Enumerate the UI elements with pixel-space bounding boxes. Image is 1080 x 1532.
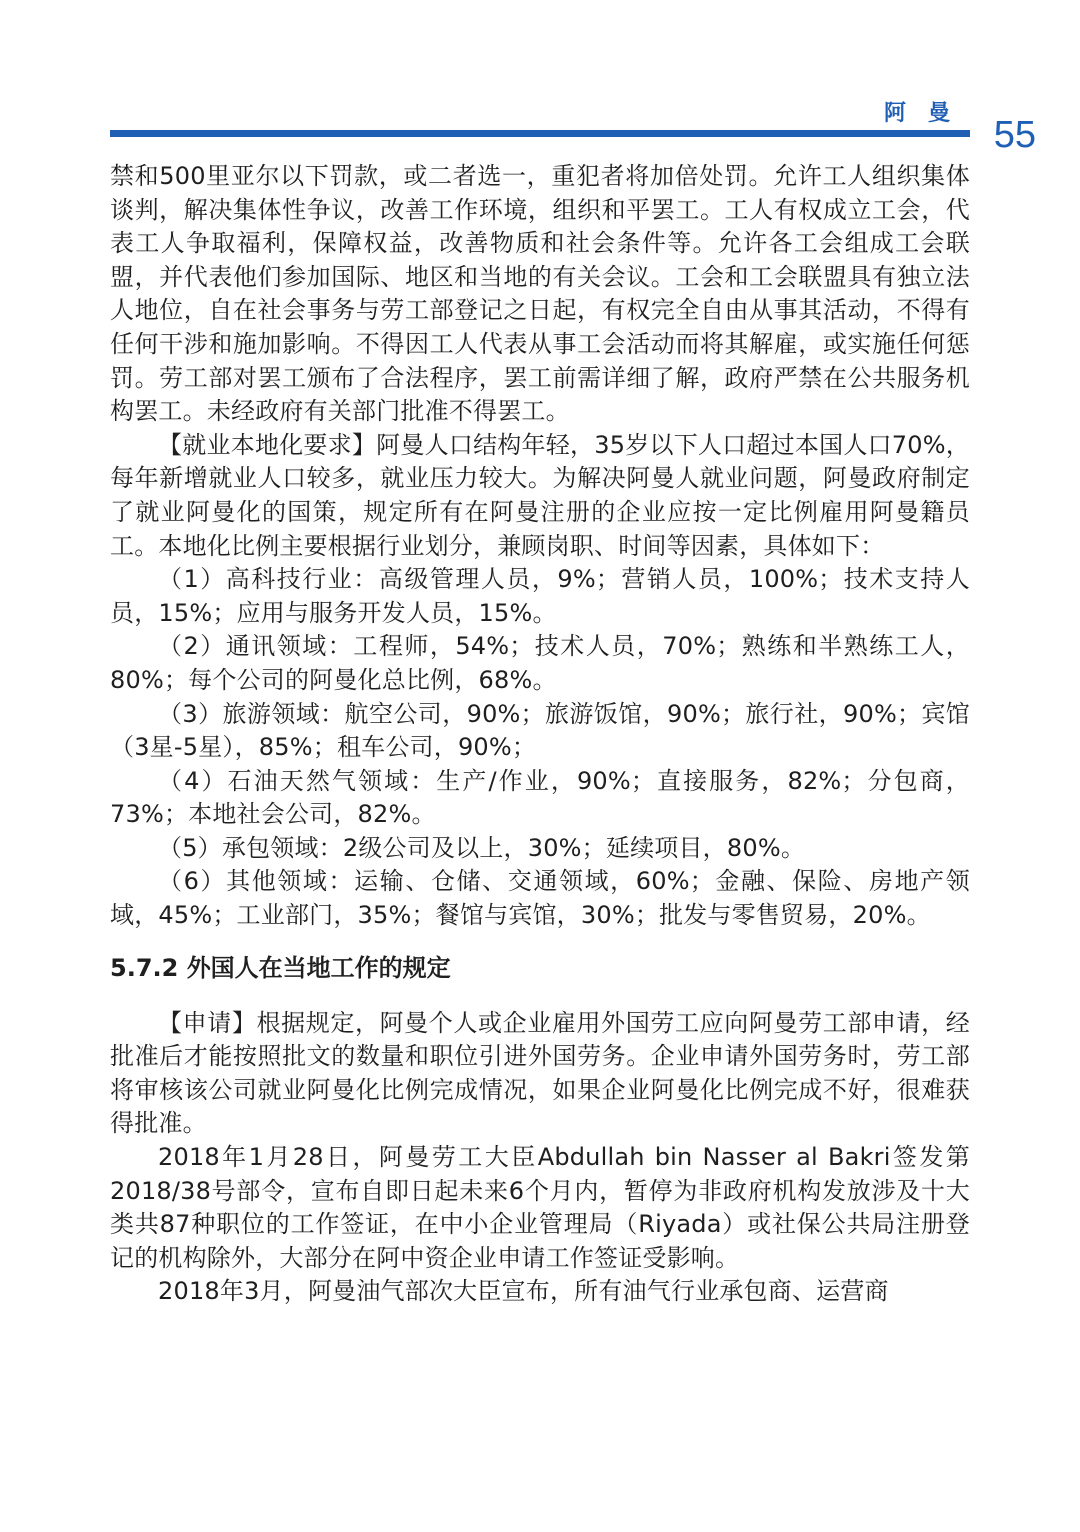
list-item-contracting: （5）承包领域：2级公司及以上，30%；延续项目，80%。 bbox=[158, 833, 806, 862]
paragraph-oil-gas-ministry: 2018年3月，阿曼油气部次大臣宣布，所有油气行业承包商、运营商 bbox=[158, 1277, 889, 1306]
paragraph-application: 【申请】根据规定，阿曼个人或企业雇用外国劳工应向阿曼劳工部申请，经批准后才能按照批文的数量和职位引进外国劳务。企业申请外国劳务时，劳工部将审核该公司就业阿曼化比例完成情况，如果企业阿曼化比例完成不好，很难获得批准。 bbox=[110, 1008, 970, 1138]
list-item-high-tech: （1）高科技行业：高级管理人员，9%；营销人员，100%；技术支持人员，15%；应用与服务开发人员，15%。 bbox=[110, 565, 970, 627]
paragraph-localization-requirements: 【就业本地化要求】阿曼人口结构年轻，35岁以下人口超过本国人口70%，每年新增就业人口较多，就业压力较大。为解决阿曼人就业问题，阿曼政府制定了就业阿曼化的国策，规定所有在阿曼注册的企业应按一定比例雇用阿曼籍员工。本地化比例主要根据行业划分，兼顾岗职、时间等因素，具体如下： bbox=[110, 430, 970, 560]
header-rule bbox=[110, 130, 970, 137]
header-title: 阿曼 bbox=[883, 101, 972, 126]
section-heading: 5.7.2 外国人在当地工作的规定 bbox=[110, 953, 451, 982]
list-item-tourism: （3）旅游领域：航空公司，90%；旅游饭馆，90%；旅行社，90%；宾馆（3星-5星），85%；租车公司，90%； bbox=[110, 699, 970, 762]
page-body bbox=[110, 160, 970, 1309]
paragraph-visa-suspension: 2018年1月28日，阿曼劳工大臣Abdullah bin Nasser al Bakri签发第2018/38号部令，宣布自即日起未来6个月内，暂停为非政府机构发放涉及十大类共87种职位的工作签证，在中小企业管理局（Riyada）或社保公共局注册登记的机构除外，大部分在阿中资企业申请工作签证受影响。 bbox=[110, 1143, 970, 1272]
paragraph-labor-rights: 禁和500里亚尔以下罚款，或二者选一，重犯者将加倍处罚。允许工人组织集体谈判，解决集体性争议，改善工作环境，组织和平罢工。工人有权成立工会，代表工人争取福利，保障权益，改善物质和社会条件等。允许各工会组成工会联盟，并代表他们参加国际、地区和当地的有关会议。工会和工会联盟具有独立法人地位，自在社会事务与劳工部登记之日起，有权完全自由从事其活动，不得有任何干涉和施加影响。不得因工人代表从事工会活动而将其解雇，或实施任何惩罚。劳工部对罢工颁布了合法程序，罢工前需详细了解，政府严禁在公共服务机构罢工。未经政府有关部门批准不得罢工。 bbox=[110, 162, 970, 426]
list-item-other-sectors: （6）其他领域：运输、仓储、交通领域，60%；金融、保险、房地产领域，45%；工业部门，35%；餐馆与宾馆，30%；批发与零售贸易，20%。 bbox=[110, 867, 970, 930]
page-number: 55 bbox=[993, 114, 1036, 156]
list-item-telecom: （2）通讯领域：工程师，54%；技术人员，70%；熟练和半熟练工人，80%；每个公司的阿曼化总比例，68%。 bbox=[110, 632, 970, 694]
list-item-oil-gas: （4）石油天然气领域：生产/作业，90%；直接服务，82%；分包商，73%；本地社会公司，82%。 bbox=[110, 766, 970, 829]
